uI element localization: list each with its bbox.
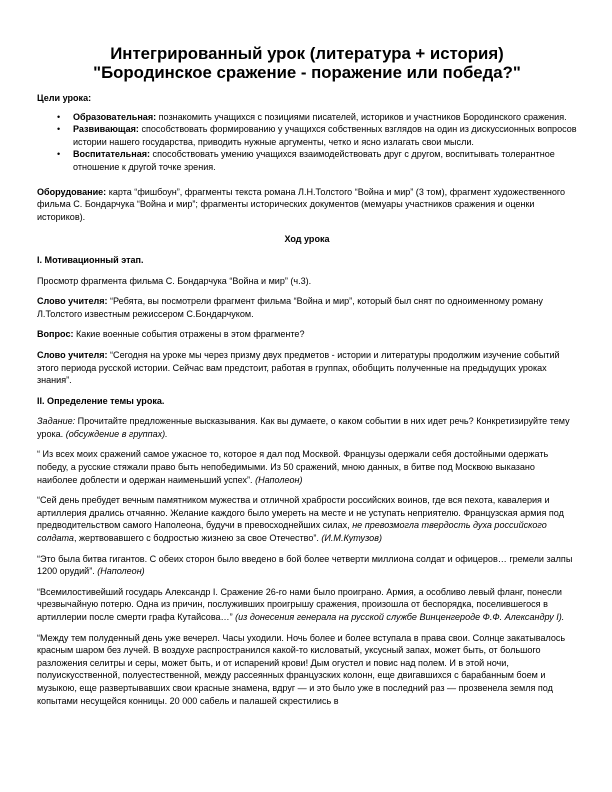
document-title [37, 44, 577, 82]
quote-napoleon-2 [37, 553, 577, 578]
task-note: (обсуждение в группах). [65, 428, 168, 439]
goal-text: способствовать умению учащихся взаимодействовать друг с другом, воспитывать толерантное отношение к другой точке зрения. [73, 149, 555, 172]
quote-text: “Между тем полуденный день уже вечерел. Часы уходили. Ночь более и более вступала в права свои. Солнце закатывалось красным шаром без лучей. В воздухе распространился какой-то кисловатый, уксусный запах, может быть, от большого разложения селитры и серы, может быть, и от испарений крови! Дым огустел и повис над полем. И в этой ночи, полуискусственной, полуестественной, между рассеянных французских колонн, еще двигавшихся с барабанным боем и музыкою, еще развертывавших свои красные знамена, вдруг — и это было уже в последний раз — прозвенела земля под копытами несущейся конницы. 20 000 сабель и палашей скрестились в [37, 632, 566, 706]
quote-wintzingerode [37, 586, 577, 624]
question-text: Какие военные события отражены в этом фрагменте? [73, 329, 305, 340]
goal-item-developing [57, 123, 577, 148]
goals-heading: Цели урока: [37, 93, 92, 103]
quote-evening-battle [37, 632, 577, 708]
equipment-label: Оборудование: [37, 186, 107, 197]
goal-label: Воспитательная: [73, 149, 151, 160]
quote-source: (из донесения генерала на русской службе Винценгероде Ф.Ф. Александру I). [235, 612, 565, 622]
goal-item-educational [57, 111, 577, 124]
quote-text: , жертвовавшего с бодростью жизнею за свое Отечество”. [73, 533, 322, 544]
stage1-heading: I. Мотивационный этап. [37, 254, 144, 265]
task-text: Прочитайте предложенные высказывания. Как вы думаете, о каком событии в них идет речь? Конкретизируйте тему урока. [37, 416, 570, 439]
lesson-heading: Ход урока [284, 234, 330, 245]
quote-source: (Наполеон) [97, 566, 145, 577]
bullet-icon: • [57, 124, 61, 135]
teacher-text: “Ребята, вы посмотрели фрагмент фильма “Война и мир”, который был снят по одноименному роману Л.Толстого известным режиссером С.Бондарчуком. [37, 296, 543, 319]
goal-item-upbringing [57, 148, 577, 173]
goals-list [37, 111, 577, 174]
task-label: Задание: [37, 416, 76, 427]
quote-text: “Это была битва гигантов. С обеих сторон было введено в бой более четверти миллиона солдат и офицеров… гремели залпы 1200 орудий”. [37, 553, 573, 577]
teacher-label: Слово учителя: [37, 349, 108, 360]
quote-source: (Наполеон) [255, 474, 303, 485]
document-page [37, 44, 577, 707]
teacher-word-1 [37, 295, 577, 320]
quote-italic-text: не превозмогла твердость духа российского солдата [37, 520, 547, 544]
question-paragraph [37, 328, 577, 341]
stage2-heading: II. Определение темы урока. [37, 395, 165, 406]
teacher-word-2 [37, 349, 577, 387]
equipment-text: карта “фишбоун”, фрагменты текста романа Л.Н.Толстого “Война и мир” (3 том), фрагмент художественного фильма С. Бондарчука “Война и мир”; фрагменты исторических документов (мемуары участников сражения и оценки историков). [37, 186, 565, 222]
title-line-1: Интегрированный урок (литература + история) [110, 44, 504, 63]
quote-text: “ Из всех моих сражений самое ужасное то, которое я дал под Москвой. Французы одержали себя достойными одержать победу, а русские стяжали право быть непобедимыми. Из 50 сражений, мною данных, в битве под Москвою выказано наиболее доблести и одержан наименьший успех”. [37, 449, 549, 485]
title-line-2: "Бородинское сражение - поражение или победа?" [93, 63, 521, 82]
teacher-label: Слово учителя: [37, 296, 108, 307]
bullet-icon: • [57, 149, 61, 160]
task-paragraph [37, 415, 577, 440]
teacher-text: “Сегодня на уроке мы через призму двух предметов - истории и литературы продолжим изучение событий этого периода русской истории. Сейчас вам предстоит, работая в группах, обобщить полученные на предыдущих уроках знания”. [37, 349, 560, 386]
quote-napoleon-1 [37, 448, 577, 486]
stage1-film-paragraph: Просмотр фрагмента фильма С. Бондарчука “Война и мир” (ч.3). [37, 275, 312, 286]
equipment-paragraph [37, 186, 577, 224]
goal-text: познакомить учащихся с позициями писателей, историков и участников Бородинского сражения. [156, 111, 567, 122]
goal-label: Развивающая: [73, 124, 139, 135]
quote-text: “Всемилостивейший государь Александр I. Сражение 26-го нами было проиграно. Армия, а особливо левый фланг, понесли чрезвычайную потерю. Одна из причин, послуживших проигрышу сражения, произошла от беспорядка, поселившегося в артиллерии после смерти графа Кутайсова…” [37, 586, 562, 622]
bullet-icon: • [57, 111, 61, 122]
goal-label: Образовательная: [73, 111, 157, 122]
quote-source: (И.М.Кутузов) [321, 533, 382, 544]
question-label: Вопрос: [37, 329, 74, 340]
quote-kutuzov [37, 494, 577, 544]
quote-text: “Сей день пребудет вечным памятником мужества и отличной храбрости российских воинов, где вся пехота, кавалерия и артиллерия дрались отчаянно. Желание каждого было умереть на месте и не уступать неприятелю. Французская армия под предводительством самого Наполеона, будучи в превосходнейших силах, [37, 495, 564, 531]
goal-text: способствовать формированию у учащихся собственных взглядов на один из дискуссионных вопросов истории нашего государства, приводить нужные аргументы, четко и ясно излагать свои мысли. [73, 124, 577, 147]
